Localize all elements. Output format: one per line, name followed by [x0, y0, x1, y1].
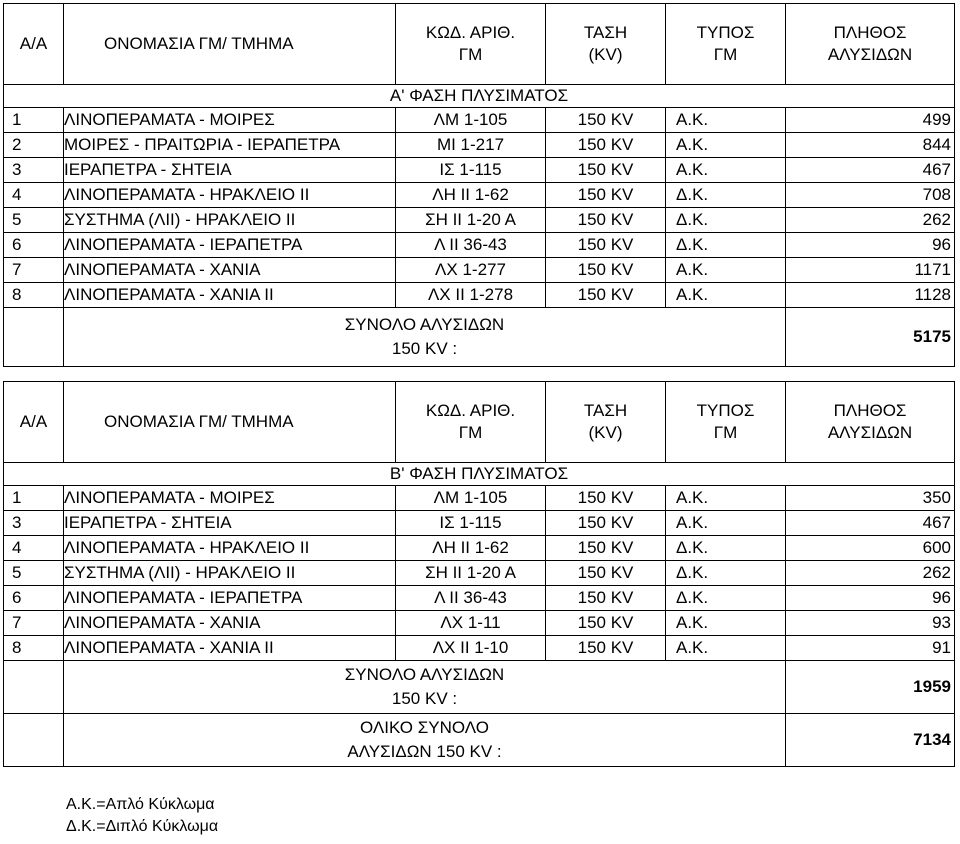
row-count: 600 [786, 536, 955, 561]
header-code: ΚΩΔ. ΑΡΙΘ. ΓΜ [396, 382, 546, 463]
header-voltage: ΤΑΣΗ (KV) [546, 382, 666, 463]
row-code: ΙΣ 1-115 [396, 511, 546, 536]
row-count: 467 [786, 158, 955, 183]
row-count: 262 [786, 561, 955, 586]
row-count: 1171 [786, 258, 955, 283]
blank-cell [4, 714, 64, 767]
row-code: Λ ΙΙ 36-43 [396, 233, 546, 258]
row-code: ΙΣ 1-115 [396, 158, 546, 183]
row-name: ΛΙΝΟΠΕΡΑΜΑΤΑ - ΧΑΝΙΑ [64, 258, 396, 283]
row-number: 5 [4, 561, 64, 586]
row-number: 4 [4, 183, 64, 208]
row-code: ΜΙ 1-217 [396, 133, 546, 158]
row-code: ΛΧ ΙΙ 1-10 [396, 636, 546, 661]
phase-a-total-row [4, 308, 955, 367]
row-voltage: 150 KV [546, 611, 666, 636]
row-count: 96 [786, 586, 955, 611]
phase-a-rows [4, 108, 955, 308]
row-code: ΛΧ 1-277 [396, 258, 546, 283]
row-name: ΛΙΝΟΠΕΡΑΜΑΤΑ - ΙΕΡΑΠΕΤΡΑ [64, 586, 396, 611]
row-name: ΣΥΣΤΗΜΑ (ΛΙΙ) - ΗΡΑΚΛΕΙΟ ΙΙ [64, 561, 396, 586]
table-row [4, 133, 955, 158]
grand-total-value: 7134 [786, 714, 955, 767]
blank-cell [4, 661, 64, 714]
header-name: ΟΝΟΜΑΣΙΑ ΓΜ/ ΤΜΗΜΑ [64, 382, 396, 463]
row-voltage: 150 KV [546, 586, 666, 611]
row-code: ΛΧ 1-11 [396, 611, 546, 636]
row-type: Α.Κ. [666, 258, 786, 283]
row-type: Δ.Κ. [666, 561, 786, 586]
legend-double-circuit: Δ.Κ.=Διπλό Κύκλωμα [66, 818, 219, 835]
row-type: Δ.Κ. [666, 208, 786, 233]
row-voltage: 150 KV [546, 536, 666, 561]
row-code: ΛΜ 1-105 [396, 108, 546, 133]
row-name: ΙΕΡΑΠΕΤΡΑ - ΣΗΤΕΙΑ [64, 158, 396, 183]
phase-a-table [3, 3, 955, 367]
row-type: Α.Κ. [666, 133, 786, 158]
phase-a-title: Α' ΦΑΣΗ ΠΛΥΣΙΜΑΤΟΣ [4, 85, 955, 108]
row-voltage: 150 KV [546, 183, 666, 208]
table-row [4, 283, 955, 308]
row-number: 2 [4, 133, 64, 158]
phase-b-title: Β' ΦΑΣΗ ΠΛΥΣΙΜΑΤΟΣ [4, 463, 955, 486]
row-number: 3 [4, 511, 64, 536]
phase-a-total-value: 5175 [786, 308, 955, 367]
row-name: ΛΙΝΟΠΕΡΑΜΑΤΑ - ΜΟΙΡΕΣ [64, 108, 396, 133]
phase-b-total-row [4, 661, 955, 714]
row-code: ΣΗ ΙΙ 1-20 Α [396, 561, 546, 586]
row-voltage: 150 KV [546, 636, 666, 661]
table-row [4, 258, 955, 283]
header-type: ΤΥΠΟΣ ΓΜ [666, 382, 786, 463]
row-number: 6 [4, 233, 64, 258]
row-type: Α.Κ. [666, 486, 786, 511]
row-name: ΛΙΝΟΠΕΡΑΜΑΤΑ - ΙΕΡΑΠΕΤΡΑ [64, 233, 396, 258]
row-voltage: 150 KV [546, 133, 666, 158]
table-row [4, 486, 955, 511]
header-row [4, 4, 955, 85]
phase-a-total-label: ΣΥΝΟΛΟ ΑΛΥΣΙΔΩΝ 150 KV : [64, 308, 786, 367]
row-count: 1128 [786, 283, 955, 308]
table-row [4, 636, 955, 661]
row-count: 262 [786, 208, 955, 233]
header-count: ΠΛΗΘΟΣ ΑΛΥΣΙΔΩΝ [786, 382, 955, 463]
phase-b-table [3, 381, 955, 767]
row-name: ΛΙΝΟΠΕΡΑΜΑΤΑ - ΧΑΝΙΑ ΙΙ [64, 283, 396, 308]
row-number: 7 [4, 611, 64, 636]
table-row [4, 586, 955, 611]
row-count: 93 [786, 611, 955, 636]
header-voltage: ΤΑΣΗ (KV) [546, 4, 666, 85]
row-type: Α.Κ. [666, 611, 786, 636]
row-name: ΛΙΝΟΠΕΡΑΜΑΤΑ - ΗΡΑΚΛΕΙΟ ΙΙ [64, 183, 396, 208]
row-name: ΙΕΡΑΠΕΤΡΑ - ΣΗΤΕΙΑ [64, 511, 396, 536]
table-row [4, 611, 955, 636]
row-number: 6 [4, 586, 64, 611]
row-number: 1 [4, 108, 64, 133]
table-row [4, 183, 955, 208]
row-number: 8 [4, 283, 64, 308]
row-name: ΣΥΣΤΗΜΑ (ΛΙΙ) - ΗΡΑΚΛΕΙΟ ΙΙ [64, 208, 396, 233]
row-type: Δ.Κ. [666, 586, 786, 611]
row-name: ΛΙΝΟΠΕΡΑΜΑΤΑ - ΧΑΝΙΑ [64, 611, 396, 636]
legend [66, 794, 218, 838]
row-voltage: 150 KV [546, 233, 666, 258]
row-voltage: 150 KV [546, 258, 666, 283]
row-count: 708 [786, 183, 955, 208]
row-number: 7 [4, 258, 64, 283]
row-count: 96 [786, 233, 955, 258]
phase-title-row [4, 85, 955, 108]
table-row [4, 233, 955, 258]
header-num: Α/Α [4, 382, 64, 463]
row-type: Α.Κ. [666, 511, 786, 536]
row-type: Α.Κ. [666, 283, 786, 308]
row-count: 350 [786, 486, 955, 511]
row-name: ΜΟΙΡΕΣ - ΠΡΑΙΤΩΡΙΑ - ΙΕΡΑΠΕΤΡΑ [64, 133, 396, 158]
grand-total-label: ΟΛΙΚΟ ΣΥΝΟΛΟ ΑΛΥΣΙΔΩΝ 150 KV : [64, 714, 786, 767]
row-voltage: 150 KV [546, 283, 666, 308]
legend-single-circuit: Α.Κ.=Απλό Κύκλωμα [66, 796, 215, 813]
grand-total-row [4, 714, 955, 767]
row-type: Α.Κ. [666, 158, 786, 183]
row-count: 91 [786, 636, 955, 661]
row-name: ΛΙΝΟΠΕΡΑΜΑΤΑ - ΜΟΙΡΕΣ [64, 486, 396, 511]
table-row [4, 536, 955, 561]
row-type: Δ.Κ. [666, 536, 786, 561]
row-voltage: 150 KV [546, 561, 666, 586]
row-type: Δ.Κ. [666, 183, 786, 208]
row-code: ΛΗ ΙΙ 1-62 [396, 536, 546, 561]
header-count: ΠΛΗΘΟΣ ΑΛΥΣΙΔΩΝ [786, 4, 955, 85]
row-voltage: 150 KV [546, 486, 666, 511]
row-number: 3 [4, 158, 64, 183]
row-type: Δ.Κ. [666, 233, 786, 258]
row-number: 4 [4, 536, 64, 561]
row-code: Λ ΙΙ 36-43 [396, 586, 546, 611]
row-number: 5 [4, 208, 64, 233]
row-voltage: 150 KV [546, 158, 666, 183]
phase-b-rows [4, 486, 955, 661]
row-count: 467 [786, 511, 955, 536]
table-row [4, 208, 955, 233]
phase-b-total-label: ΣΥΝΟΛΟ ΑΛΥΣΙΔΩΝ 150 KV : [64, 661, 786, 714]
header-name: ΟΝΟΜΑΣΙΑ ΓΜ/ ΤΜΗΜΑ [64, 4, 396, 85]
phase-b-total-value: 1959 [786, 661, 955, 714]
row-voltage: 150 KV [546, 108, 666, 133]
row-voltage: 150 KV [546, 208, 666, 233]
phase-title-row [4, 463, 955, 486]
row-count: 844 [786, 133, 955, 158]
row-code: ΛΧ ΙΙ 1-278 [396, 283, 546, 308]
row-code: ΛΜ 1-105 [396, 486, 546, 511]
row-number: 8 [4, 636, 64, 661]
header-code: ΚΩΔ. ΑΡΙΘ. ΓΜ [396, 4, 546, 85]
row-type: Α.Κ. [666, 636, 786, 661]
table-row [4, 511, 955, 536]
header-num: Α/Α [4, 4, 64, 85]
row-count: 499 [786, 108, 955, 133]
table-row [4, 561, 955, 586]
header-row [4, 382, 955, 463]
blank-cell [4, 308, 64, 367]
row-code: ΣΗ ΙΙ 1-20 Α [396, 208, 546, 233]
row-voltage: 150 KV [546, 511, 666, 536]
table-row [4, 108, 955, 133]
row-name: ΛΙΝΟΠΕΡΑΜΑΤΑ - ΗΡΑΚΛΕΙΟ ΙΙ [64, 536, 396, 561]
row-number: 1 [4, 486, 64, 511]
row-type: Α.Κ. [666, 108, 786, 133]
header-type: ΤΥΠΟΣ ΓΜ [666, 4, 786, 85]
row-name: ΛΙΝΟΠΕΡΑΜΑΤΑ - ΧΑΝΙΑ ΙΙ [64, 636, 396, 661]
table-row [4, 158, 955, 183]
row-code: ΛΗ ΙΙ 1-62 [396, 183, 546, 208]
